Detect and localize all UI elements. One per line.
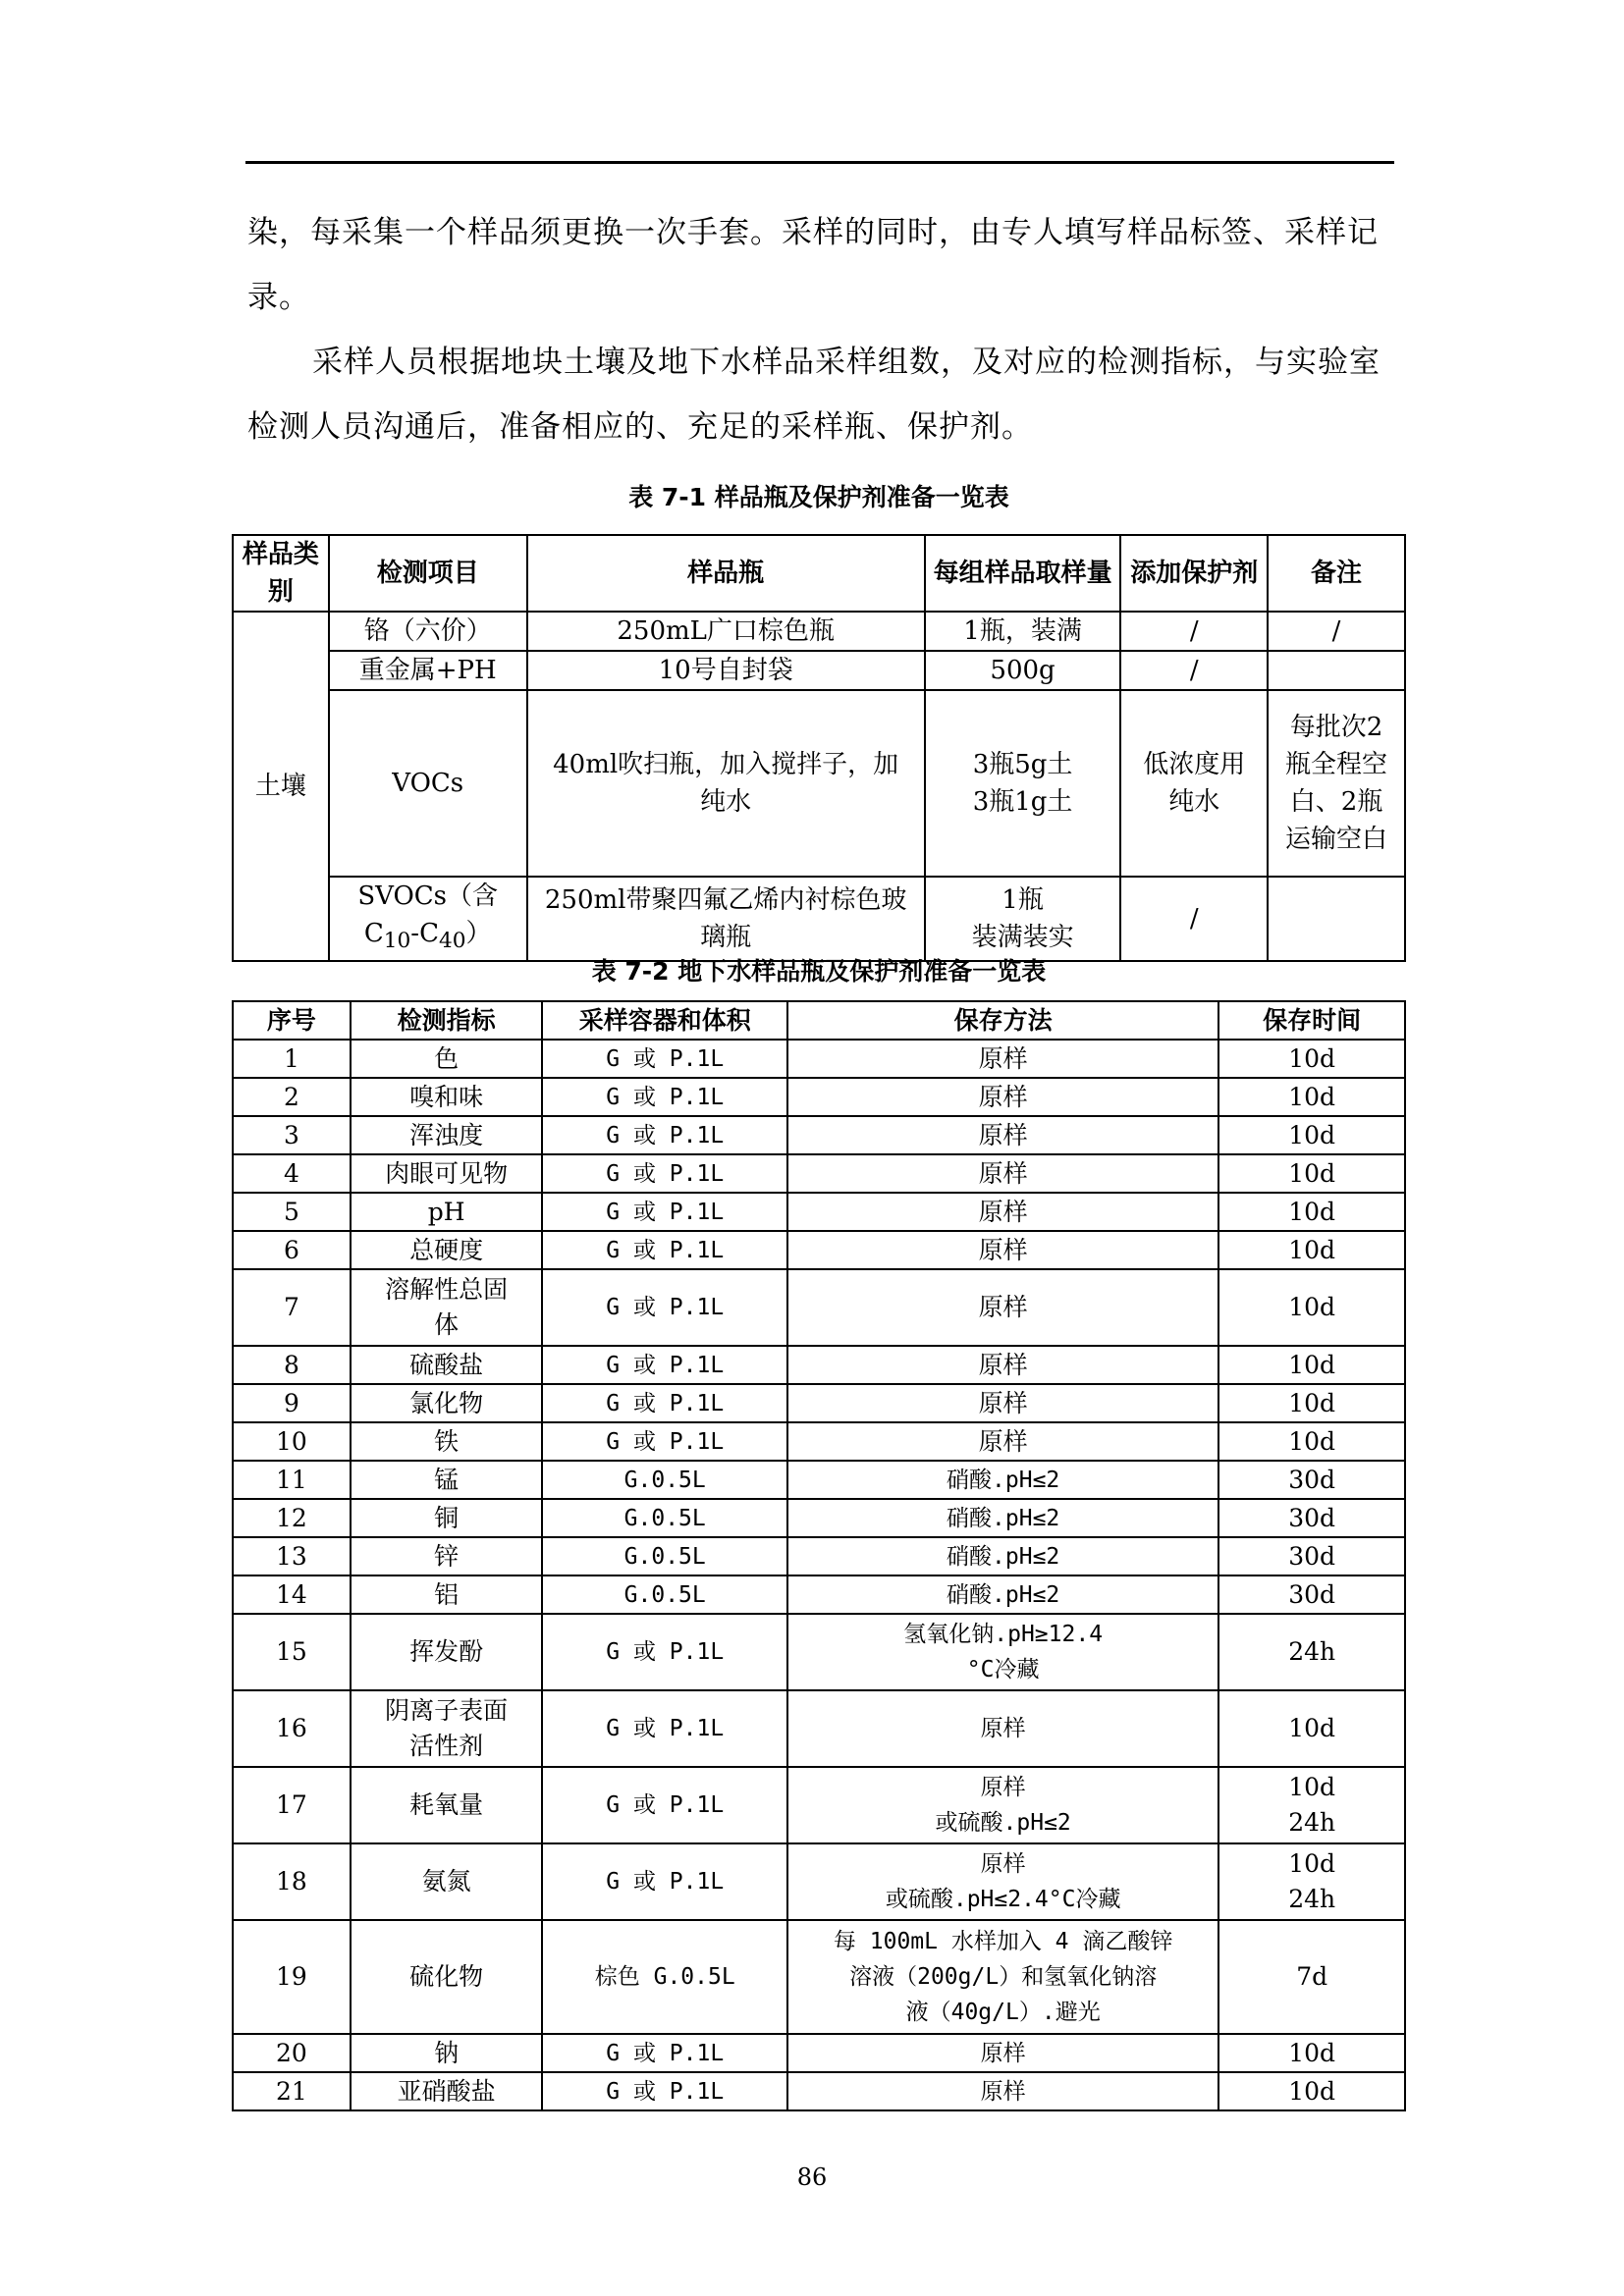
preservative-cell: 低浓度用纯水 (1120, 690, 1268, 877)
amount-cell: 500g (925, 651, 1121, 690)
item-text: ） (465, 919, 492, 948)
category-cell: 土壤 (233, 612, 329, 961)
serial-cell: 10 (233, 1422, 351, 1461)
serial-cell: 2 (233, 1078, 351, 1116)
method-cell: 原样 (787, 1384, 1218, 1422)
serial-cell: 12 (233, 1499, 351, 1537)
indicator-cell: 耗氧量 (351, 1767, 543, 1843)
method-cell: 原样 (787, 1116, 1218, 1154)
serial-cell: 18 (233, 1843, 351, 1920)
container-cell: G 或 P.1L (542, 2072, 787, 2110)
container-cell: G 或 P.1L (542, 2034, 787, 2072)
bottle-cell: 40ml吹扫瓶，加入搅拌子，加纯水 (527, 690, 925, 877)
subscript-40: 40 (438, 929, 466, 954)
item-cell: VOCs (329, 690, 527, 877)
method-cell: 原样 (787, 1422, 1218, 1461)
table-row (233, 2034, 1405, 2072)
indicator-cell: 总硬度 (351, 1231, 543, 1269)
indicator-cell: 锌 (351, 1537, 543, 1575)
time-cell: 10d 24h (1218, 1843, 1405, 1920)
method-cell: 原样 或硫酸.pH≤2 (787, 1767, 1218, 1843)
indicator-cell: 亚硝酸盐 (351, 2072, 543, 2110)
time-cell: 10d (1218, 1231, 1405, 1269)
time-cell: 10d (1218, 1690, 1405, 1767)
method-cell: 原样 (787, 1193, 1218, 1231)
container-cell: G 或 P.1L (542, 1346, 787, 1384)
serial-cell: 20 (233, 2034, 351, 2072)
serial-cell: 17 (233, 1767, 351, 1843)
item-text: -C (410, 919, 439, 948)
method-cell: 原样 (787, 1690, 1218, 1767)
indicator-cell: 硫化物 (351, 1920, 543, 2034)
bottle-cell: 250mL广口棕色瓶 (527, 612, 925, 651)
method-cell: 原样 (787, 1269, 1218, 1346)
table-row (233, 1154, 1405, 1193)
header-preservative: 添加保护剂 (1120, 535, 1268, 612)
table-row (233, 651, 1405, 690)
method-cell: 原样 (787, 1154, 1218, 1193)
container-cell: G 或 P.1L (542, 1231, 787, 1269)
method-cell: 每 100mL 水样加入 4 滴乙酸锌 溶液（200g/L）和氢氧化钠溶 液（40g/L）.避光 (787, 1920, 1218, 2034)
time-cell: 10d (1218, 1269, 1405, 1346)
indicator-cell: 肉眼可见物 (351, 1154, 543, 1193)
method-cell: 原样 (787, 1078, 1218, 1116)
time-cell: 10d (1218, 1384, 1405, 1422)
indicator-cell: 硫酸盐 (351, 1346, 543, 1384)
serial-cell: 8 (233, 1346, 351, 1384)
time-cell: 30d (1218, 1575, 1405, 1614)
container-cell: G 或 P.1L (542, 1040, 787, 1078)
table-row (233, 1920, 1405, 2034)
time-cell: 10d 24h (1218, 1767, 1405, 1843)
indicator-cell: 铜 (351, 1499, 543, 1537)
table-row (233, 1346, 1405, 1384)
container-cell: G 或 P.1L (542, 1384, 787, 1422)
container-cell: G 或 P.1L (542, 1078, 787, 1116)
container-cell: G 或 P.1L (542, 1193, 787, 1231)
bottle-cell: 10号自封袋 (527, 651, 925, 690)
table-row (233, 1078, 1405, 1116)
amount-cell: 3瓶5g土 3瓶1g土 (925, 690, 1121, 877)
header-sample-bottle: 样品瓶 (527, 535, 925, 612)
paragraph-2: 采样人员根据地块土壤及地下水样品采样组数，及对应的检测指标，与实验室检测人员沟通后，准备相应的、充足的采样瓶、保护剂。 (247, 345, 1380, 445)
paragraph-1: 染，每采集一个样品须更换一次手套。采样的同时，由专人填写样品标签、采样记录。 (247, 215, 1379, 315)
preservative-cell: / (1120, 877, 1268, 961)
amount-cell: 1瓶，装满 (925, 612, 1121, 651)
indicator-cell: 阴离子表面 活性剂 (351, 1690, 543, 1767)
indicator-cell: 溶解性总固 体 (351, 1269, 543, 1346)
note-cell: 每批次2瓶全程空白、2瓶运输空白 (1268, 690, 1405, 877)
header-test-indicator: 检测指标 (351, 1001, 543, 1040)
method-cell: 原样 (787, 1231, 1218, 1269)
serial-cell: 13 (233, 1537, 351, 1575)
serial-cell: 1 (233, 1040, 351, 1078)
header-container-volume: 采样容器和体积 (542, 1001, 787, 1040)
container-cell: G 或 P.1L (542, 1116, 787, 1154)
container-cell: G 或 P.1L (542, 1690, 787, 1767)
header-serial-number: 序号 (233, 1001, 351, 1040)
table-row (233, 2072, 1405, 2110)
serial-cell: 7 (233, 1269, 351, 1346)
indicator-cell: 挥发酚 (351, 1614, 543, 1690)
serial-cell: 4 (233, 1154, 351, 1193)
table-row (233, 1537, 1405, 1575)
indicator-cell: 铝 (351, 1575, 543, 1614)
table-row (233, 690, 1405, 877)
method-cell: 氢氧化钠.pH≥12.4 °C冷藏 (787, 1614, 1218, 1690)
time-cell: 10d (1218, 1040, 1405, 1078)
time-cell: 10d (1218, 2034, 1405, 2072)
sample-bottle-table (232, 534, 1406, 962)
amount-cell: 1瓶 装满装实 (925, 877, 1121, 961)
table-row (233, 1614, 1405, 1690)
indicator-cell: 浑浊度 (351, 1116, 543, 1154)
container-cell: G 或 P.1L (542, 1843, 787, 1920)
time-cell: 30d (1218, 1499, 1405, 1537)
indicator-cell: pH (351, 1193, 543, 1231)
table-row (233, 1690, 1405, 1767)
table-row (233, 1422, 1405, 1461)
item-text: SVOCs（含C (357, 881, 499, 948)
serial-cell: 16 (233, 1690, 351, 1767)
method-cell: 硝酸.pH≤2 (787, 1575, 1218, 1614)
table-row (233, 1193, 1405, 1231)
time-cell: 10d (1218, 1154, 1405, 1193)
bottle-cell: 250ml带聚四氟乙烯内衬棕色玻璃瓶 (527, 877, 925, 961)
method-cell: 硝酸.pH≤2 (787, 1499, 1218, 1537)
time-cell: 24h (1218, 1614, 1405, 1690)
serial-cell: 9 (233, 1384, 351, 1422)
header-preservation-method: 保存方法 (787, 1001, 1218, 1040)
serial-cell: 15 (233, 1614, 351, 1690)
note-cell (1268, 651, 1405, 690)
serial-cell: 14 (233, 1575, 351, 1614)
method-cell: 硝酸.pH≤2 (787, 1537, 1218, 1575)
container-cell: G.0.5L (542, 1537, 787, 1575)
time-cell: 10d (1218, 1193, 1405, 1231)
container-cell: G.0.5L (542, 1575, 787, 1614)
table-row (233, 1461, 1405, 1499)
container-cell: G 或 P.1L (542, 1154, 787, 1193)
groundwater-bottle-table (232, 1000, 1406, 2111)
time-cell: 10d (1218, 1116, 1405, 1154)
item-cell: 重金属+PH (329, 651, 527, 690)
indicator-cell: 铁 (351, 1422, 543, 1461)
indicator-cell: 氯化物 (351, 1384, 543, 1422)
header-test-item: 检测项目 (329, 535, 527, 612)
method-cell: 原样 (787, 1346, 1218, 1384)
note-cell (1268, 877, 1405, 961)
table-row (233, 1231, 1405, 1269)
indicator-cell: 钠 (351, 2034, 543, 2072)
time-cell: 10d (1218, 1346, 1405, 1384)
table-row (233, 1040, 1405, 1078)
indicator-cell: 锰 (351, 1461, 543, 1499)
container-cell: G 或 P.1L (542, 1269, 787, 1346)
page-number: 86 (796, 2163, 828, 2191)
container-cell: G 或 P.1L (542, 1614, 787, 1690)
method-cell: 原样 (787, 1040, 1218, 1078)
method-cell: 硝酸.pH≤2 (787, 1461, 1218, 1499)
serial-cell: 19 (233, 1920, 351, 2034)
item-cell: 铬（六价） (329, 612, 527, 651)
subscript-10: 10 (383, 929, 411, 954)
table-row (233, 1767, 1405, 1843)
header-sample-category: 样品类别 (233, 535, 329, 612)
container-cell: G.0.5L (542, 1461, 787, 1499)
table-body (233, 1040, 1405, 2110)
indicator-cell: 色 (351, 1040, 543, 1078)
time-cell: 30d (1218, 1461, 1405, 1499)
method-cell: 原样 或硫酸.pH≤2.4°C冷藏 (787, 1843, 1218, 1920)
header-sampling-amount: 每组样品取样量 (925, 535, 1121, 612)
time-cell: 30d (1218, 1537, 1405, 1575)
table-row (233, 1269, 1405, 1346)
serial-cell: 21 (233, 2072, 351, 2110)
preservative-cell: / (1120, 612, 1268, 651)
time-cell: 7d (1218, 1920, 1405, 2034)
container-cell: G 或 P.1L (542, 1422, 787, 1461)
method-cell: 原样 (787, 2072, 1218, 2110)
item-cell (329, 877, 527, 961)
table-row (233, 1116, 1405, 1154)
table-row (233, 1499, 1405, 1537)
serial-cell: 11 (233, 1461, 351, 1499)
table1-caption: 表 7-1 样品瓶及保护剂准备一览表 (628, 483, 1009, 511)
table-row (233, 1575, 1405, 1614)
time-cell: 10d (1218, 2072, 1405, 2110)
indicator-cell: 嗅和味 (351, 1078, 543, 1116)
method-cell: 原样 (787, 2034, 1218, 2072)
time-cell: 10d (1218, 1422, 1405, 1461)
header-remarks: 备注 (1268, 535, 1405, 612)
container-cell: 棕色 G.0.5L (542, 1920, 787, 2034)
serial-cell: 5 (233, 1193, 351, 1231)
table-row (233, 612, 1405, 651)
table2-caption: 表 7-2 地下水样品瓶及保护剂准备一览表 (591, 957, 1047, 986)
table-row (233, 1384, 1405, 1422)
header-rule (245, 161, 1394, 164)
indicator-cell: 氨氮 (351, 1843, 543, 1920)
header-preservation-time: 保存时间 (1218, 1001, 1405, 1040)
table-row (233, 1843, 1405, 1920)
preservative-cell: / (1120, 651, 1268, 690)
serial-cell: 3 (233, 1116, 351, 1154)
container-cell: G 或 P.1L (542, 1767, 787, 1843)
note-cell: / (1268, 612, 1405, 651)
serial-cell: 6 (233, 1231, 351, 1269)
time-cell: 10d (1218, 1078, 1405, 1116)
table-row (233, 877, 1405, 961)
container-cell: G.0.5L (542, 1499, 787, 1537)
